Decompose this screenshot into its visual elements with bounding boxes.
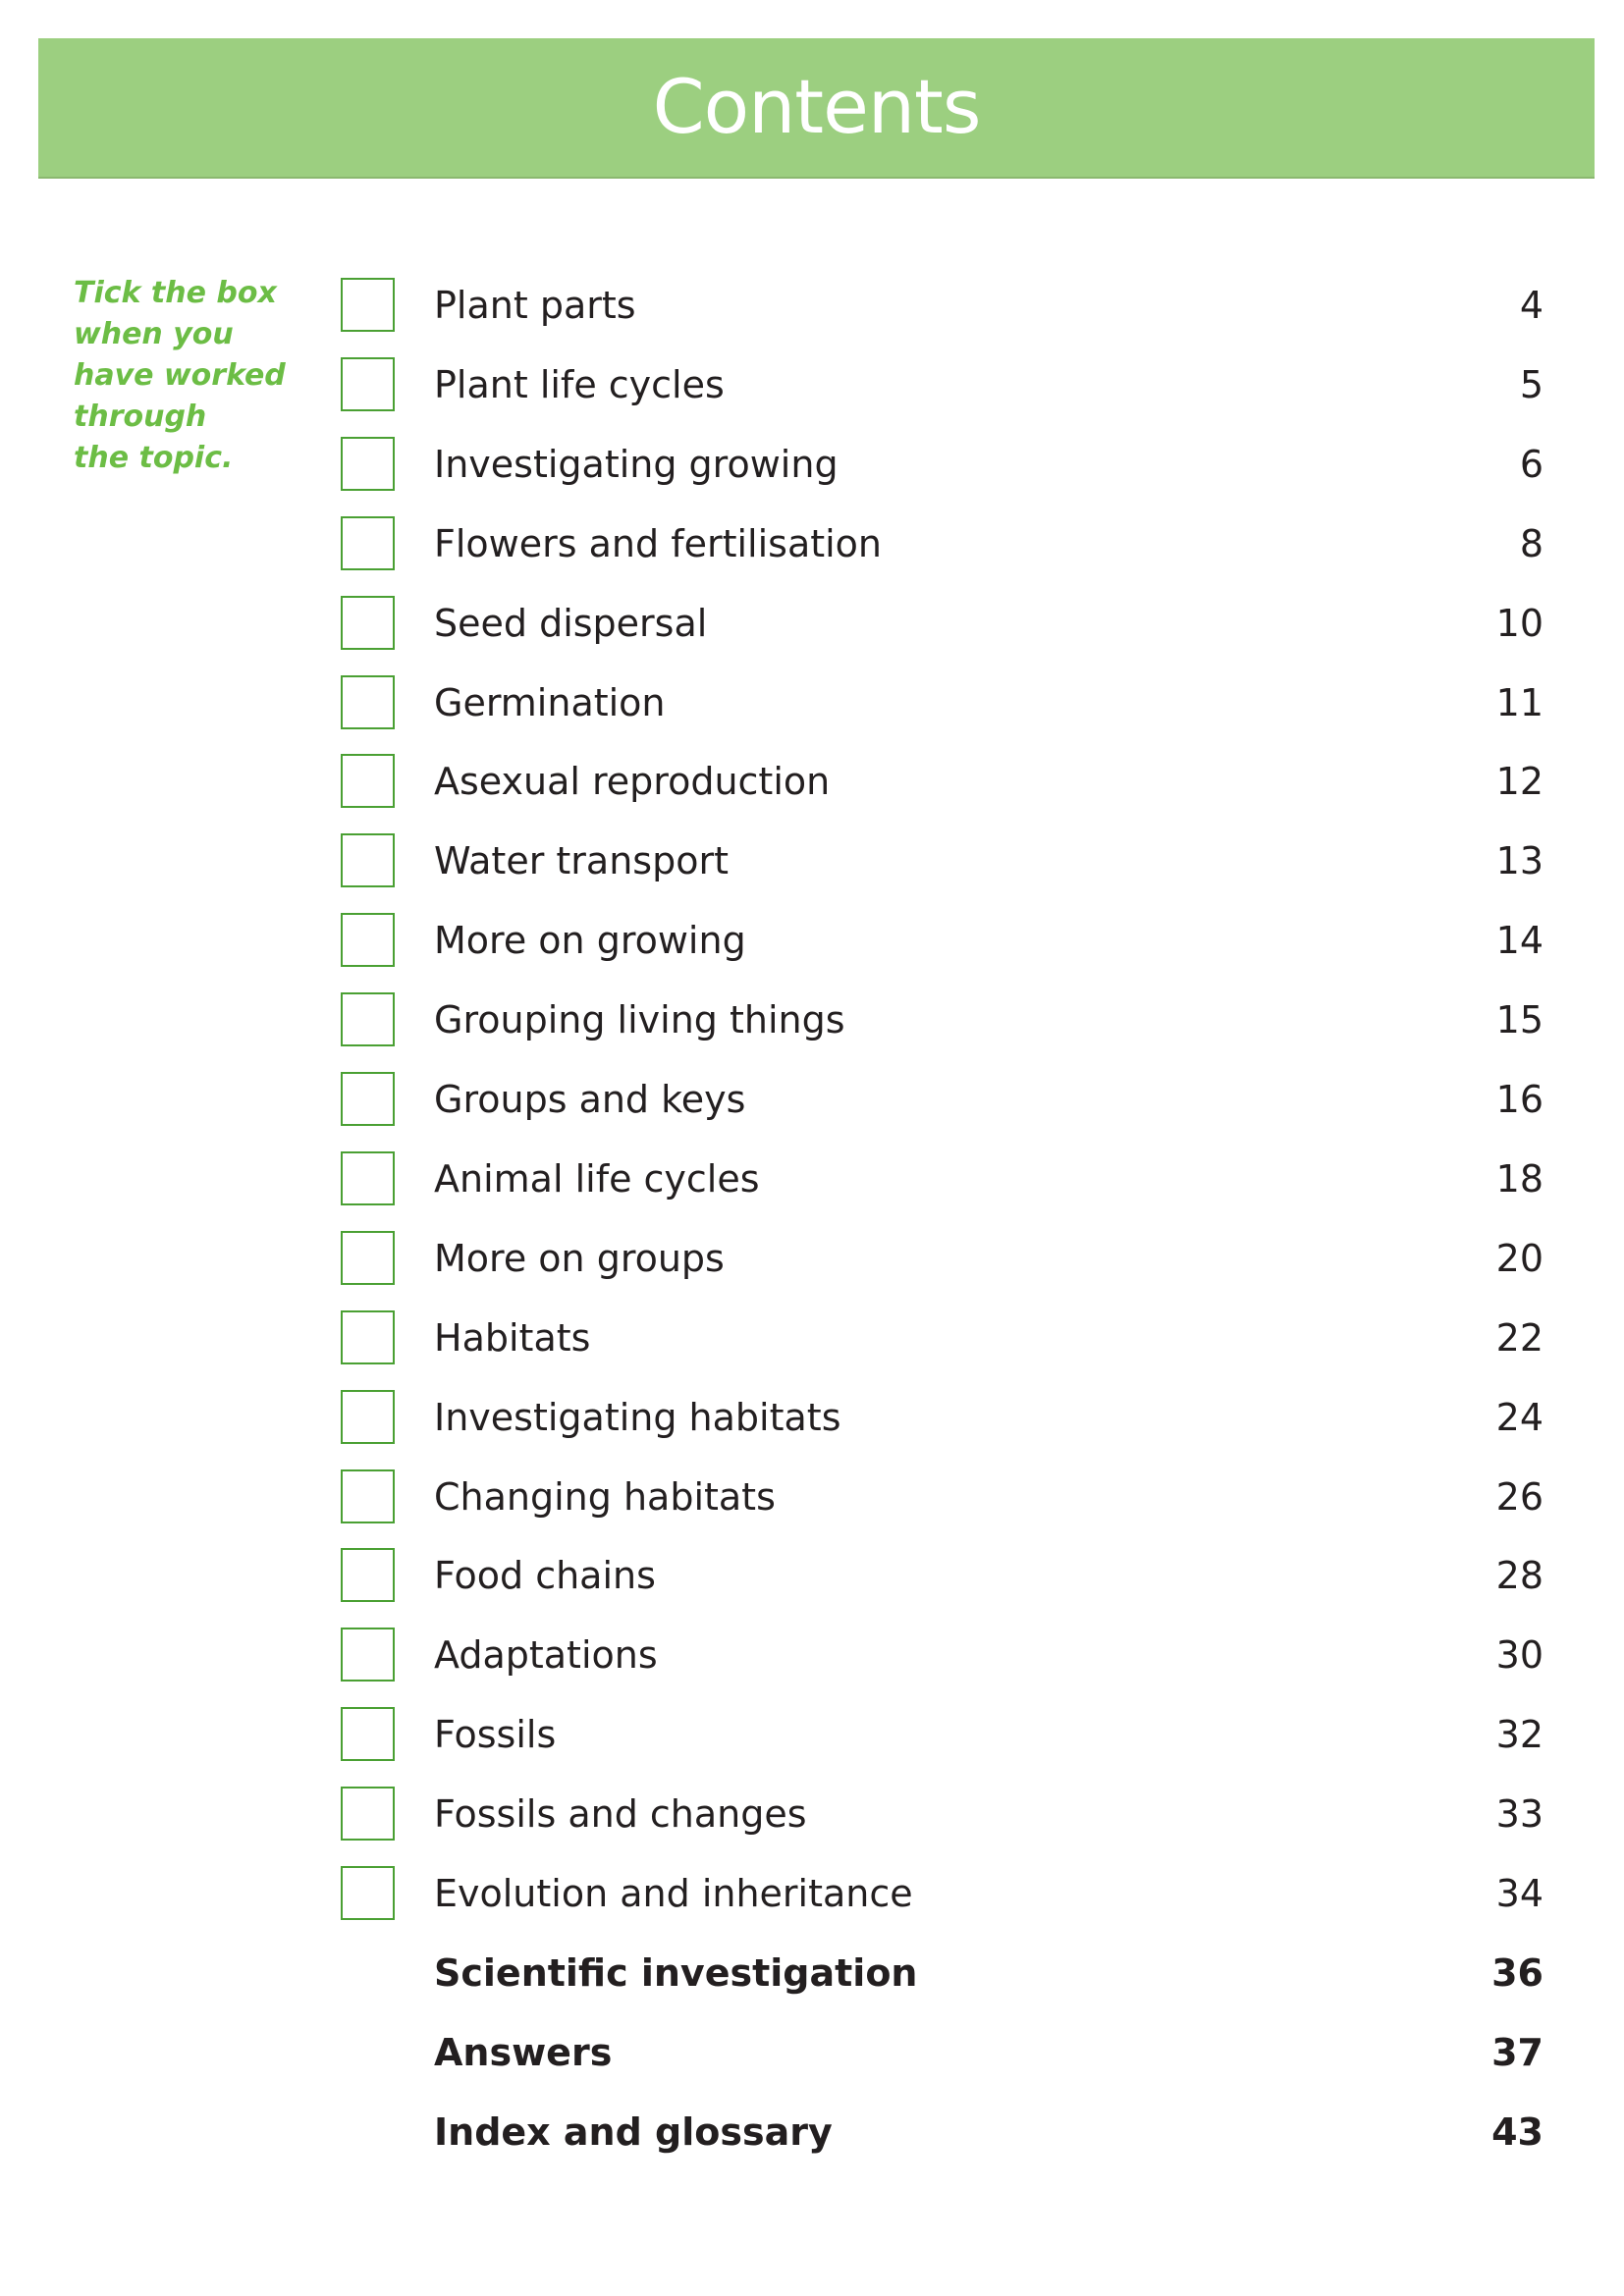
page-number: 26 bbox=[1495, 1474, 1543, 1519]
page-number: 37 bbox=[1491, 2030, 1543, 2074]
section-title: Scientific investigation bbox=[434, 1950, 918, 1995]
page-number: 43 bbox=[1491, 2109, 1543, 2154]
topic-checkbox[interactable] bbox=[341, 754, 395, 808]
contents-entry bbox=[0, 670, 1624, 750]
page-number: 32 bbox=[1495, 1713, 1543, 1757]
topic-checkbox[interactable] bbox=[341, 516, 395, 570]
contents-entry bbox=[0, 1543, 1624, 1623]
page-number: 34 bbox=[1495, 1872, 1543, 1915]
contents-entry bbox=[0, 988, 1624, 1067]
page-number: 14 bbox=[1495, 919, 1543, 963]
contents-entry bbox=[0, 828, 1624, 908]
topic-checkbox[interactable] bbox=[341, 1231, 395, 1285]
topic-title: Food chains bbox=[434, 1554, 656, 1598]
topic-checkbox[interactable] bbox=[341, 437, 395, 491]
contents-entry bbox=[0, 1226, 1624, 1306]
topic-title: Seed dispersal bbox=[434, 601, 708, 645]
topic-checkbox[interactable] bbox=[341, 675, 395, 729]
tick-instruction: Tick the box when you have worked through the topic. bbox=[74, 276, 286, 475]
topic-checkbox[interactable] bbox=[341, 1707, 395, 1761]
contents-entry bbox=[0, 511, 1624, 591]
topic-title: Groups and keys bbox=[434, 1078, 746, 1121]
topic-title: Water transport bbox=[434, 839, 729, 883]
contents-entry bbox=[0, 432, 1624, 511]
topic-title: Animal life cycles bbox=[434, 1156, 760, 1201]
contents-entry bbox=[0, 1465, 1624, 1544]
topic-title: Adaptations bbox=[434, 1633, 658, 1678]
page-number: 30 bbox=[1495, 1633, 1543, 1678]
section-title: Answers bbox=[434, 2030, 613, 2074]
page-number: 8 bbox=[1519, 521, 1543, 565]
page-number: 10 bbox=[1495, 601, 1543, 645]
topic-title: More on growing bbox=[434, 919, 746, 963]
contents-entry bbox=[0, 749, 1624, 828]
contents-entry bbox=[0, 1861, 1624, 1941]
topic-title: Fossils and changes bbox=[434, 1792, 807, 1837]
contents-entry bbox=[0, 1782, 1624, 1861]
topic-checkbox[interactable] bbox=[341, 1151, 395, 1205]
contents-entry bbox=[0, 273, 1624, 352]
page-number: 20 bbox=[1495, 1236, 1543, 1280]
topic-title: Fossils bbox=[434, 1713, 557, 1757]
topic-title: Flowers and fertilisation bbox=[434, 521, 883, 565]
topic-title: Habitats bbox=[434, 1315, 591, 1360]
contents-entry bbox=[0, 1067, 1624, 1147]
topic-title: Germination bbox=[434, 680, 666, 724]
topic-checkbox[interactable] bbox=[341, 357, 395, 411]
page-number: 33 bbox=[1495, 1792, 1543, 1837]
contents-entry bbox=[0, 1623, 1624, 1702]
page-number: 5 bbox=[1519, 362, 1543, 406]
contents-entry bbox=[0, 1385, 1624, 1465]
page-number: 24 bbox=[1495, 1395, 1543, 1439]
contents-entry bbox=[0, 591, 1624, 670]
topic-checkbox[interactable] bbox=[341, 1866, 395, 1920]
page-number: 11 bbox=[1495, 680, 1543, 724]
topic-title: Evolution and inheritance bbox=[434, 1872, 913, 1915]
contents-extra-entry bbox=[0, 2100, 1624, 2179]
contents-entry bbox=[0, 1306, 1624, 1385]
page-number: 15 bbox=[1495, 998, 1543, 1042]
page-number: 6 bbox=[1519, 442, 1543, 486]
page-number: 16 bbox=[1495, 1078, 1543, 1121]
page-number: 28 bbox=[1495, 1554, 1543, 1598]
contents-entry bbox=[0, 1702, 1624, 1782]
topic-title: More on groups bbox=[434, 1236, 725, 1280]
contents-entry bbox=[0, 352, 1624, 432]
topic-title: Grouping living things bbox=[434, 998, 845, 1042]
page-number: 22 bbox=[1495, 1315, 1543, 1360]
page-number: 18 bbox=[1495, 1156, 1543, 1201]
topic-title: Plant parts bbox=[434, 284, 636, 327]
topic-checkbox[interactable] bbox=[341, 833, 395, 887]
topic-title: Investigating habitats bbox=[434, 1395, 841, 1439]
topic-checkbox[interactable] bbox=[341, 1390, 395, 1444]
topic-checkbox[interactable] bbox=[341, 1469, 395, 1523]
contents-entry bbox=[0, 1147, 1624, 1226]
topic-checkbox[interactable] bbox=[341, 278, 395, 332]
topic-checkbox[interactable] bbox=[341, 992, 395, 1046]
page-title: Contents bbox=[652, 62, 981, 150]
page-number: 13 bbox=[1495, 839, 1543, 883]
topic-checkbox[interactable] bbox=[341, 1628, 395, 1682]
topic-title: Changing habitats bbox=[434, 1474, 776, 1519]
topic-checkbox[interactable] bbox=[341, 1548, 395, 1602]
topic-title: Asexual reproduction bbox=[434, 760, 831, 804]
contents-extra-entry bbox=[0, 1941, 1624, 2020]
page-number: 12 bbox=[1495, 760, 1543, 804]
topic-checkbox[interactable] bbox=[341, 1310, 395, 1364]
topic-checkbox[interactable] bbox=[341, 913, 395, 967]
topic-title: Plant life cycles bbox=[434, 362, 725, 406]
page-number: 4 bbox=[1519, 284, 1543, 327]
contents-extra-entry bbox=[0, 2020, 1624, 2100]
page-number: 36 bbox=[1491, 1950, 1543, 1995]
topic-checkbox[interactable] bbox=[341, 1787, 395, 1841]
section-title: Index and glossary bbox=[434, 2109, 833, 2154]
topic-checkbox[interactable] bbox=[341, 596, 395, 650]
topic-title: Investigating growing bbox=[434, 442, 839, 486]
topic-checkbox[interactable] bbox=[341, 1072, 395, 1126]
contents-entry bbox=[0, 908, 1624, 988]
